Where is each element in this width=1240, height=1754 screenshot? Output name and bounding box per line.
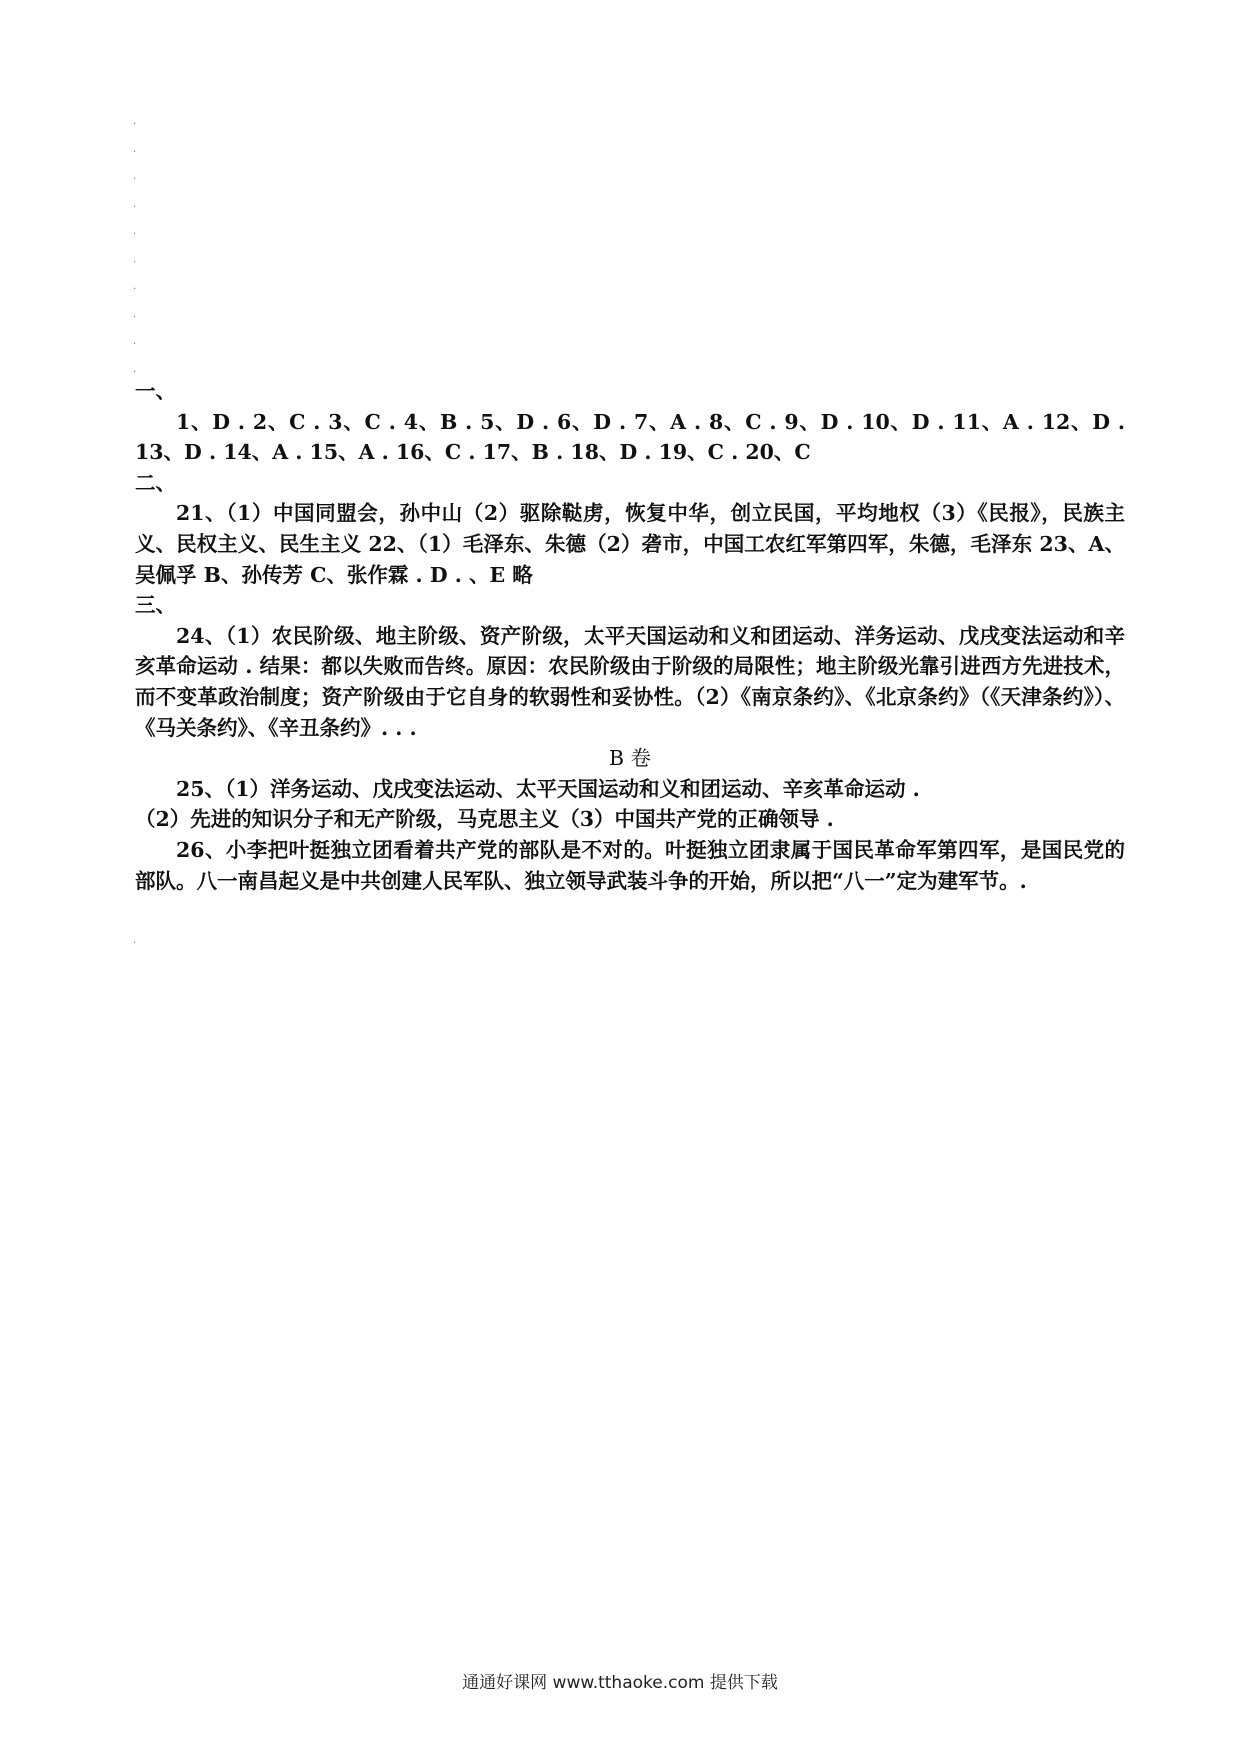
question-25-part-2: （2）先进的知识分子和无产阶级，马克思主义（3）中国共产党的正确领导 . <box>135 807 834 832</box>
end-marker: . <box>133 935 137 946</box>
blank-line-marker: . <box>133 253 137 265</box>
question-25-part-1: 25、（1）洋务运动、戊戌变法运动、太平天国运动和义和团运动、辛亥革命运动 . <box>176 776 920 801</box>
blank-line-marker: . <box>133 363 137 375</box>
section-1-answers: 1、D . 2、C . 3、C . 4、B . 5、D . 6、D . 7、A . 8、C . 9、D . 10、D . 11、A . 12、D . 13、D . 14、A . 15、A . 16、C . 17、B . 18、D . 19、C . 20、C <box>135 409 1125 465</box>
blank-line-marker: . <box>133 336 137 347</box>
blank-line-marker: . <box>133 171 137 182</box>
blank-line-marker: . <box>133 198 137 210</box>
blank-line-markers <box>133 108 145 383</box>
section-1-heading: 一、 <box>135 379 176 403</box>
question-26-answer: 26、小李把叶挺独立团看着共产党的部队是不对的。叶挺独立团隶属于国民革命军第四军，是国民党的部队。八一南昌起义是中共创建人民军队、独立领导武装斗争的开始，所以把“八一”定为建军节。. <box>135 837 1125 893</box>
section-3-heading: 三、 <box>135 593 176 618</box>
section-2-answers: 21、（1）中国同盟会，孙中山（2）驱除鞑虏，恢复中华，创立民国，平均地权（3）《民报》，民族主义、民权主义、民生主义 22、（1）毛泽东、朱德（2）砻市，中国工农红军第四军，朱德，毛泽东 23、A、吴佩孚 B、孙传芳 C、张作霖 . D . 、E 略 <box>135 501 1125 587</box>
section-3-answers: 24、（1）农民阶级、地主阶级、资产阶级，太平天国运动和义和团运动、洋务运动、戊戌变法运动和辛亥革命运动 . 结果：都以失败而告终。原因：农民阶级由于阶级的局限性；地主阶级光靠引进西方先进技术，而不变革政治制度；资产阶级由于它自身的软弱性和妥协性。（2）《南京条约》、《北京条约》（《天津条约》）、《马关条约》、《辛丑条约》. . . <box>135 623 1125 740</box>
footer-text: 通通好课网 www.tthaoke.com 提供下载 <box>462 1673 778 1693</box>
section-2-heading: 二、 <box>135 470 176 495</box>
blank-line-marker: . <box>133 143 137 155</box>
blank-line-marker: . <box>133 308 137 320</box>
answer-key-content <box>135 376 1125 896</box>
blank-line-marker: . <box>133 116 137 127</box>
blank-line-marker: . <box>133 226 137 237</box>
section-b-heading: B 卷 <box>608 746 652 771</box>
blank-line-marker: . <box>133 281 137 292</box>
